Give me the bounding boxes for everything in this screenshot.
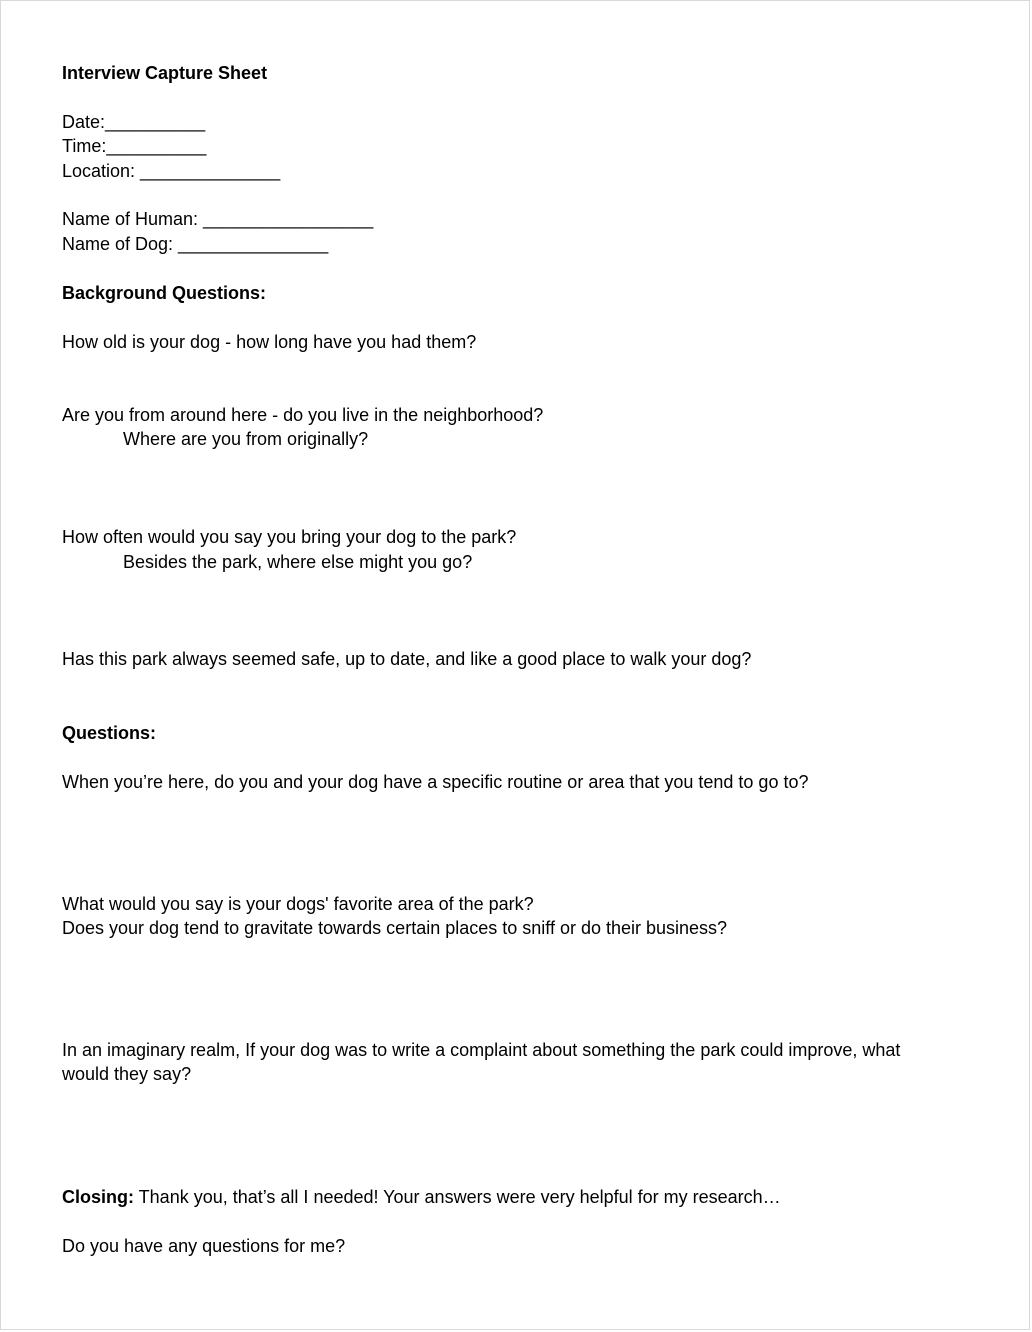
human-name-field: Name of Human: _________________: [62, 209, 374, 229]
background-question-2: Are you from around here - do you live in the neighborhood?: [62, 405, 544, 425]
document-title: Interview Capture Sheet: [62, 63, 268, 83]
question-2: What would you say is your dogs' favorite area of the park?: [62, 894, 534, 914]
background-question-1: How old is your dog - how long have you had them?: [62, 332, 477, 352]
question-2-sub: Does your dog tend to gravitate towards certain places to sniff or do their business?: [62, 918, 728, 938]
closing-text: Thank you, that’s all I needed! Your answers were very helpful for my research…: [134, 1187, 781, 1207]
time-field: Time:__________: [62, 136, 207, 156]
closing-question: Do you have any questions for me?: [62, 1236, 346, 1256]
background-question-3-sub: Besides the park, where else might you go?: [123, 552, 473, 572]
questions-heading: Questions:: [62, 723, 157, 743]
date-field: Date:__________: [62, 112, 206, 132]
closing-paragraph: [62, 1185, 781, 1209]
question-1: When you’re here, do you and your dog have a specific routine or area that you tend to go to?: [62, 772, 809, 792]
background-question-3: How often would you say you bring your dog to the park?: [62, 527, 517, 547]
location-field: Location: ______________: [62, 161, 281, 181]
background-heading: Background Questions:: [62, 283, 267, 303]
background-question-2-sub: Where are you from originally?: [123, 429, 369, 449]
dog-name-field: Name of Dog: _______________: [62, 234, 329, 254]
background-question-4: Has this park always seemed safe, up to date, and like a good place to walk your dog?: [62, 649, 752, 669]
question-3: In an imaginary realm, If your dog was to write a complaint about something the park could improve, what would they say?: [62, 1040, 901, 1084]
closing-label: Closing:: [62, 1187, 134, 1207]
